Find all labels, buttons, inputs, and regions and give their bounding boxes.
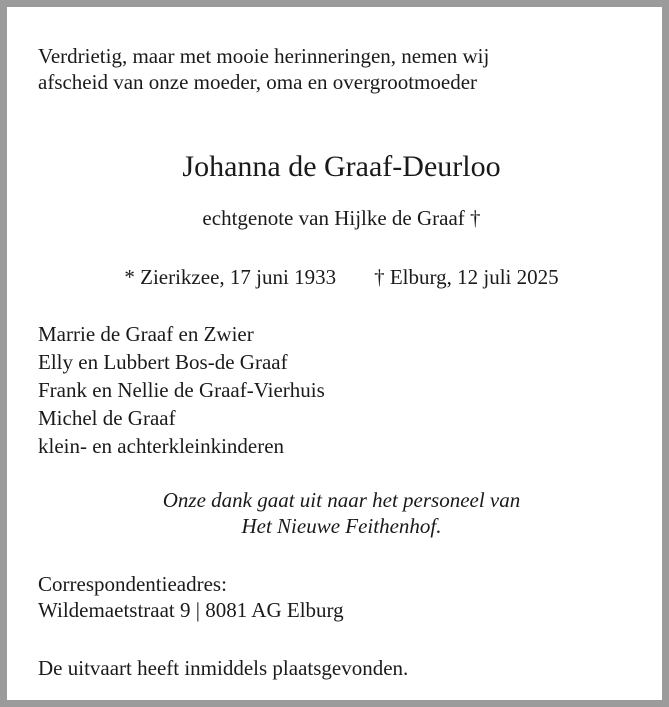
thanks-line-2: Het Nieuwe Feithenhof. (241, 514, 442, 538)
family-member: Elly en Lubbert Bos-de Graaf (38, 350, 288, 374)
family-member: Michel de Graaf (38, 406, 176, 430)
intro-line-1: Verdrietig, maar met mooie herinneringen, nemen wij (38, 44, 490, 68)
life-dates (7, 264, 669, 290)
family-member: Marrie de Graaf en Zwier (38, 322, 254, 346)
thanks-line-1: Onze dank gaat uit naar het personeel van (162, 488, 521, 512)
funeral-note: De uitvaart heeft inmiddels plaatsgevonden. (38, 656, 409, 680)
address-label: Correspondentieadres: (38, 572, 227, 596)
family-list (38, 320, 638, 460)
death-date: † Elburg, 12 juli 2025 (374, 265, 559, 289)
spouse-line: echtgenote van Hijlke de Graaf † (202, 206, 481, 230)
family-member: Frank en Nellie de Graaf-Vierhuis (38, 378, 325, 402)
family-member: klein- en achterkleinkinderen (38, 434, 285, 458)
birth-date: * Zierikzee, 17 juni 1933 (124, 265, 337, 289)
deceased-name: Johanna de Graaf-Deurloo (182, 150, 501, 183)
intro-line-2: afscheid van onze moeder, oma en overgrootmoeder (38, 70, 478, 94)
address-line: Wildemaetstraat 9 | 8081 AG Elburg (38, 598, 344, 622)
thanks-note (7, 487, 669, 539)
intro-text (38, 43, 638, 95)
correspondence-address (38, 571, 638, 623)
